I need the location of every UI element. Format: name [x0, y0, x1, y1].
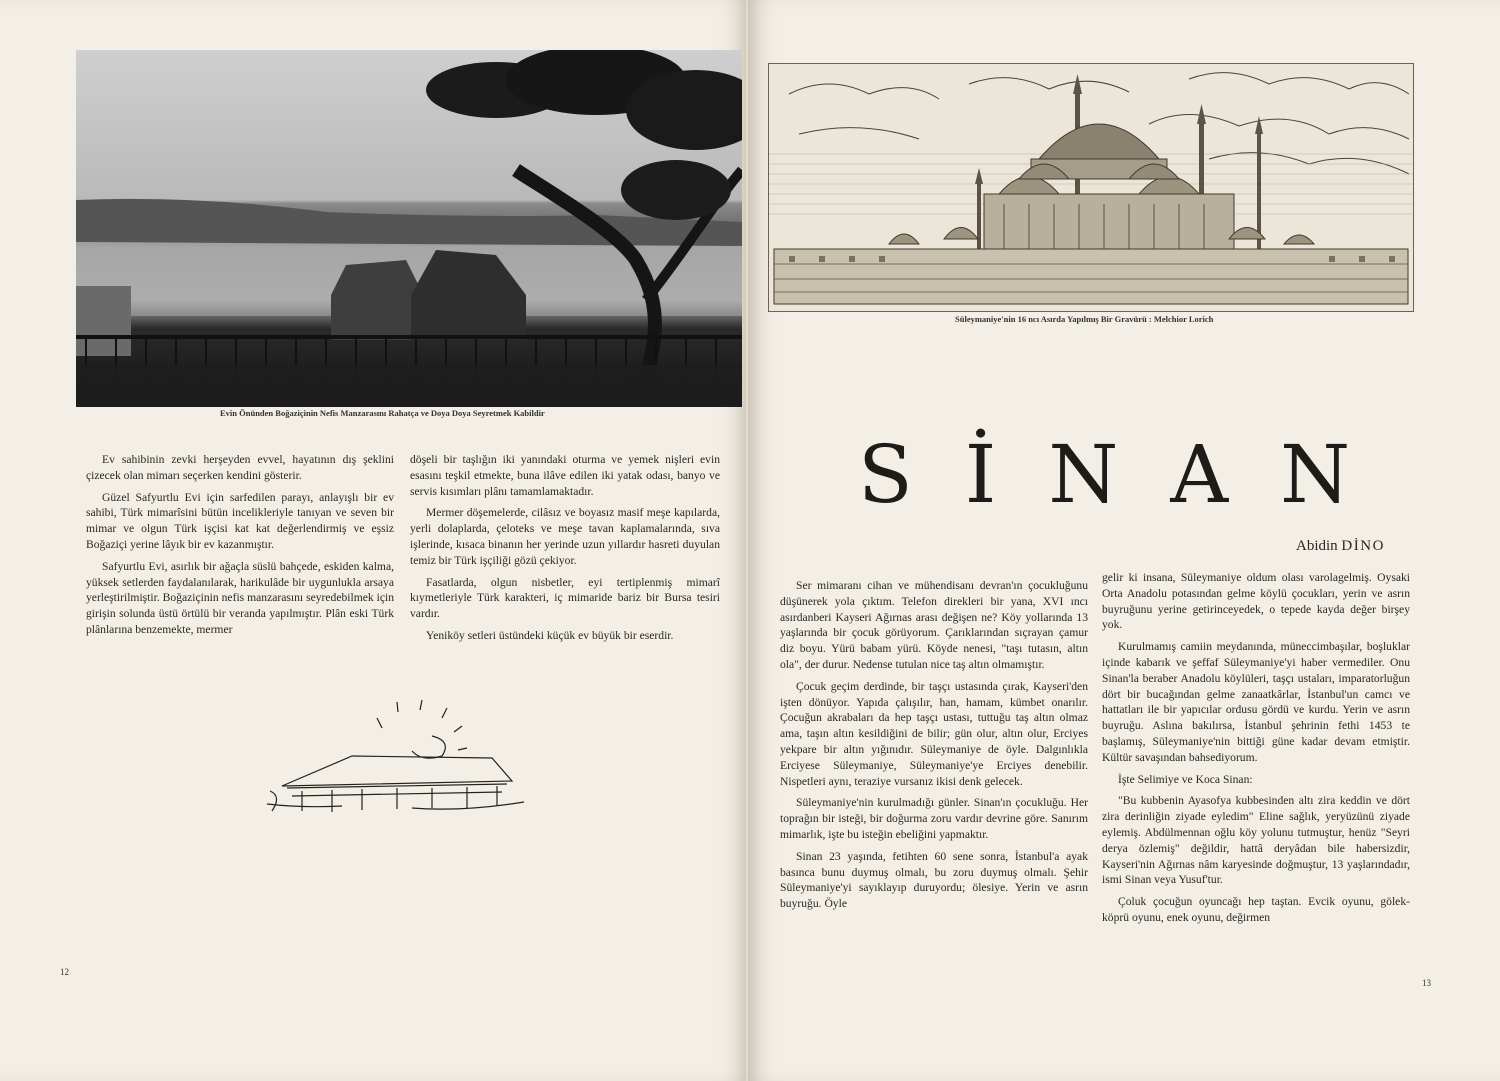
photo-caption: Evin Önünden Boğaziçinin Nefis Manzarasını Rahatça ve Doya Doya Seyretmek Kabildir	[220, 408, 545, 418]
paragraph: Çoluk çocuğun oyuncağı hep taştan. Evcik oyunu, gölek-köprü oyunu, enek oyunu, değirmen	[1102, 895, 1410, 924]
paragraph: Fasatlarda, olgun nisbetler, eyi tertiplenmiş mimarî kıymetleriyle Türk karakteri, iç mimaride bariz bir Bursa tesiri vardır.	[410, 575, 720, 621]
paragraph: Ser mimaranı cihan ve mühendisanı devran'ın çocukluğunu düşünerek yola çıktım. Telefon direkleri bir yana, XVI ıncı asırdanberi Kayseri Ağırnas arası değişen ne? Köy yollarında 13 yaşlarında bir çocuk görüyorum. Çarıklarından sıçrayan çamur diz boyu. Yürü babam yürü. Köyde nenesi, "taşı tutasın, altın ola", der durur. Nedense tutulan nice taş altın olmamıştır.	[780, 579, 1088, 671]
author-byline	[1296, 538, 1385, 555]
paragraph: Kurulmamış camiin meydanında, müneccimbaşılar, boşluklar içinde kabarık ve şeffaf Süleymaniye'yi haber vermediler. Onu Sinan'la beraber Anadolu köylüleri, taşçı ustaları, imparatorluğun dört bir bucağından gelme zanaatkârlar, İstanbul'un camcı ve hattatları ile bir yapıcılar ordusu gördü ve kurdu. Yerin ve asrın buyruğu. Aslına bakılırsa, İstanbul şehrinin fethi 1453 te başlamış, Süleymaniye'nin bittiği güne kadar devam etmiştir. Kültür savaşından bahsediyorum.	[1102, 640, 1410, 764]
right-column-2	[1102, 570, 1410, 932]
paragraph: gelir ki insana, Süleymaniye oldum olası varolagelmiş. Oysaki Orta Anadolu potasından gelme köylü çocukları, yerin ve asrın buyruğunu yerine getirinceyedek, o tepede kayda değer birşey yok.	[1102, 571, 1410, 632]
article-title: SİNAN	[858, 428, 1403, 521]
paragraph: Mermer döşemelerde, cilâsız ve boyasız masif meşe kapılarda, yerli dolaplarda, çeloteks ve meşe tavan kaplamalarında, sıva işlerinde, kısaca binanın her yerinde uzun yıllardır hasreti duyulan temiz bir Türk işçiliği gözü çekiyor.	[410, 506, 720, 567]
paragraph: İşte Selimiye ve Koca Sinan:	[1118, 772, 1253, 786]
right-column-1	[780, 578, 1088, 918]
page-number: 12	[60, 967, 69, 977]
paragraph: "Bu kubbenin Ayasofya kubbesinden altı zira keddin ve dört zira derinliğin ziyade eyledim" Eline sağlık, yeryüzünü ziyade eylemiş. Abdülmennan oğlu köy yolunu tutmuştur, henüz "Seyri derya özlemiş" değildir, hattâ deryâdan bile habersizdir, Kayseri'nin Ağırnas nâm karyesinde doğmuştur, 13 yaşlarındadır, ismi Sinan veya Yusuf'tur.	[1102, 794, 1410, 887]
house-sketch-icon	[262, 696, 532, 826]
paragraph: Süleymaniye'nin kurulmadığı günler. Sinan'ın çocukluğu. Her toprağın bir isteği, bir doğurma zoru vardır devrine göre. Sanırım mimarlık, işte bu isteğin ebeliğini yapmaktır.	[780, 796, 1088, 841]
photo-drawing	[76, 50, 742, 407]
left-column-2	[410, 452, 720, 650]
bosphorus-photo	[76, 50, 742, 407]
engraving-caption: Süleymaniye'nin 16 ncı Asırda Yapılmış Bir Gravürü : Melchior Lorich	[955, 314, 1214, 324]
paragraph: Ev sahibinin zevki herşeyden evvel, hayatının dış şeklini çizecek olan mimarı seçerken kendini gösterir.	[86, 453, 394, 482]
paragraph: döşeli bir taşlığın iki yanındaki oturma ve yemek nişleri evin esasını teşkil etmekte, buna ilâve edilen iki yatak odası, banyo ve servis kısımları plânı tamamlamaktadır.	[410, 453, 720, 498]
paragraph: Güzel Safyurtlu Evi için sarfedilen parayı, anlayışlı bir ev sahibi, Türk mimarîsini bütün incelikleriyle tanıyan ve seven bir mimar ve olgun Türk işçisi kat kat değerlendirmiş ve eşsiz Boğaziçi yerine lâyık bir ev kazanmıştır.	[86, 490, 394, 551]
mosque-engraving-drawing	[769, 64, 1413, 311]
left-page	[0, 0, 748, 1081]
paragraph: Safyurtlu Evi, asırlık bir ağaçla süslü bahçede, eskiden kalma, yüksek setlerden faydalanılarak, harikulâde bir uygunlukla arsaya yerleştirilmiştir. Boğaziçinin nefis manzarasını seyredebilmek için girişin solunda üstü örtülü bir veranda yapılmıştır. Plân eski Türk plânlarına benzemekte, mermer	[86, 559, 394, 636]
author-last-name: DİNO	[1341, 538, 1385, 554]
left-column-1	[86, 452, 394, 644]
paragraph: Sinan 23 yaşında, fetihten 60 sene sonra, İstanbul'a ayak basınca bunu duymuş olmalı, bu zoru duymuş olmalı. Şehir Süleymaniye'yi sayıklayıp duruyordu; ölesiye. Yerin ve asrın buyruğu. Öyle	[780, 849, 1088, 911]
author-first-name: Abidin	[1296, 538, 1338, 554]
paragraph: Yeniköy setleri üstündeki küçük ev büyük bir eserdir.	[426, 628, 674, 642]
suleymaniye-engraving	[768, 63, 1414, 312]
paragraph: Çocuk geçim derdinde, bir taşçı ustasında çırak, Kayseri'den işten dönüyor. Yapıda çalışılır, han, hamam, kümbet onarılır. Çocuğun akrabaları da hep taşçı ustası, tuttuğu taş altın olmaz ama, taşın altın kesildiğini de bilir; gün olur, altın olur, Erciyes yekpare bir altın yığınıdır. Süleymaniye de öyle. Dalgınlıkla Erciyese Süleymaniye, Süleymaniye'ye Erciyes denebilir. Nispetleri aynı, teraziye vursanız ikisi denk gelecek.	[780, 679, 1088, 788]
page-number: 13	[1422, 978, 1431, 988]
